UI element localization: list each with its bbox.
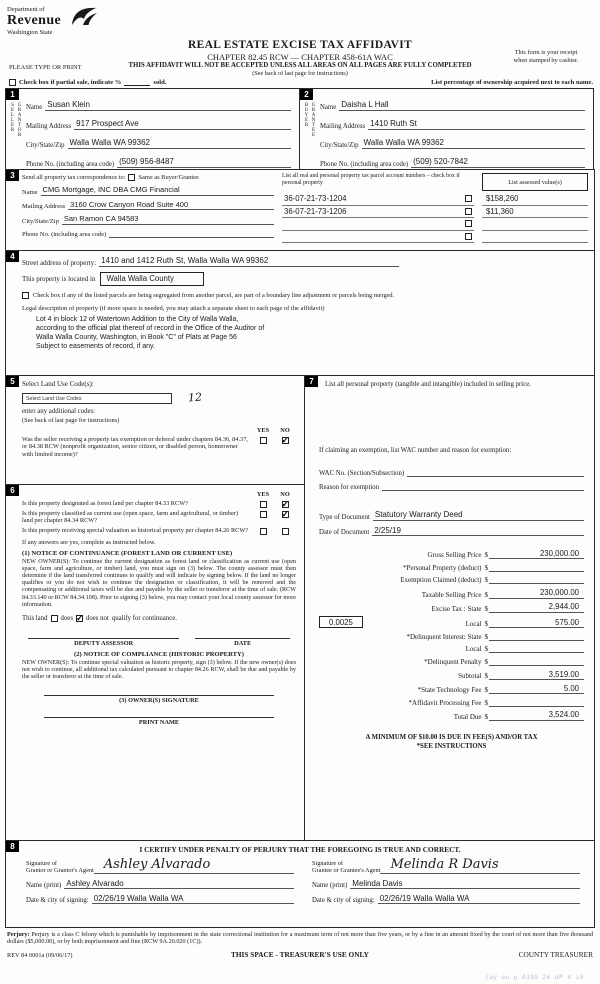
- local-tax-value: 575.00: [489, 618, 584, 629]
- corr-name-label: Name: [22, 188, 38, 196]
- seller-name-field: [26, 100, 291, 111]
- seller-phone-field: [26, 157, 291, 168]
- excise-tax-state-row: Excise Tax : State $ 2,944.00: [319, 602, 584, 613]
- certification-section: [5, 840, 595, 928]
- legal-description-text: [36, 315, 586, 351]
- county-treasurer-label: COUNTY TREASURER: [518, 949, 593, 959]
- grantor-sig-label-1: Signature of: [26, 860, 57, 867]
- dollar-sign: $: [484, 645, 488, 654]
- receipt-note-line2: when stamped by cashier.: [513, 56, 579, 64]
- delinquent-penalty-value: [489, 657, 584, 666]
- grantee-date-city-field: [312, 894, 580, 905]
- street-address-value: 1410 and 1412 Ruth St, Walla Walla WA 99362: [99, 256, 399, 267]
- footer-row: [5, 950, 595, 959]
- reason-field: [319, 482, 584, 491]
- grantee-signature-block: [300, 857, 586, 904]
- forest-land-question-text: Is this property designated as forest land per chapter 84.33 RCW?: [22, 500, 188, 507]
- wac-field: [319, 468, 584, 477]
- parcel-number: 36-07-21-73-1204: [284, 194, 347, 204]
- corr-phone-field: [22, 229, 274, 238]
- form-number: REV 84 0001a (09/06/17): [7, 951, 73, 959]
- seller-name-label: Name: [26, 103, 43, 111]
- see-back-note-5: (See back of last page for instructions): [22, 417, 120, 424]
- dollar-sign: $: [484, 686, 488, 695]
- buyer-word: BUYER: [304, 103, 309, 128]
- personal-property-checkbox-4[interactable]: [465, 233, 472, 240]
- section-8-badge: 8: [6, 841, 19, 852]
- document-type-field: [319, 510, 584, 521]
- personal-property-deduct-value: [489, 563, 584, 572]
- seller-mailing-label: Mailing Address: [26, 122, 72, 130]
- affidavit-processing-fee-value: [489, 698, 584, 707]
- exemption-claimed-value: [489, 575, 584, 584]
- money-rows: [319, 545, 584, 721]
- yes-label: YES: [256, 427, 270, 434]
- exemption-claimed-row: Exemption Claimed (deduct) $: [319, 575, 584, 584]
- assessed-value: $158,260: [482, 193, 588, 206]
- deputy-assessor-line[interactable]: DEPUTY ASSESSOR: [28, 638, 179, 647]
- s5-yes-checkbox[interactable]: [260, 437, 267, 444]
- s6-q3-no-checkbox[interactable]: [282, 528, 289, 535]
- same-as-label: Same as Buyer/Grantee: [138, 174, 199, 181]
- buyer-csz-label: City/State/Zip: [320, 141, 359, 149]
- grantee-word: GRANTEE: [311, 103, 316, 138]
- section-4-badge: 4: [6, 251, 19, 262]
- buyer-side-label: [303, 103, 316, 138]
- buyer-name-value: Daisha L Hall: [339, 100, 585, 111]
- notice-continuance-body: NEW OWNER(S): To continue the current designation as forest land or classification as current use (open space, farm and agriculture, or timber) land, you must sign on (3) below. The county assessor must then determine if the land transferred continues to qualify and will indicate by signing below. If the land no longer qualifies or you do not wish to continue the designation or classification, it will be removed and the compensating or additional taxes will be due and payable by the seller or transferor at the time of sale. (RCW 84.33.140 or RCW 84.34.108). Prior to signing (3) below, you may contact your local county assessor for more information.: [22, 558, 296, 608]
- dept-of-label: Department of: [7, 6, 45, 13]
- please-type-label: PLEASE TYPE OR PRINT: [9, 64, 82, 71]
- grantor-date-city-label: Date & city of signing:: [26, 897, 89, 904]
- s6-q3-yes-checkbox[interactable]: [260, 528, 267, 535]
- partial-sale-row: [9, 79, 593, 86]
- perjury-bold: Perjury:: [7, 931, 30, 938]
- excise-tax-state-value: 2,944.00: [489, 602, 584, 613]
- seller-side-label: [9, 103, 22, 138]
- state-technology-fee-value: 5.00: [489, 684, 584, 695]
- land-use-code-value: 12: [187, 390, 203, 405]
- yes-label: YES: [256, 491, 270, 498]
- state-technology-fee-row: *State Technology Fee $ 5.00: [319, 684, 584, 695]
- treasurer-space-label: THIS SPACE - TREASURER'S USE ONLY: [231, 949, 369, 959]
- corr-csz-label: City/State/Zip: [22, 217, 59, 225]
- s6-q1-yes-checkbox[interactable]: [260, 501, 267, 508]
- document-date-value: 2/25/19: [372, 526, 584, 537]
- subtotal-value: 3,519.00: [489, 670, 584, 681]
- notice-compliance-body: NEW OWNER(S): To continue special valuation as historic property, sign (3) below. If the new owner(s) does not wish to continue, all additional tax calculated pursuant to chapter 84.26 RCW, shall be due and payable by the seller or transferor at the time of sale.: [22, 660, 296, 681]
- s6-q1-no-checkbox[interactable]: [282, 501, 289, 508]
- seller-word: SELLER: [10, 103, 15, 133]
- total-due-row: Total Due $ 3,524.00: [319, 710, 584, 721]
- dollar-sign: $: [484, 590, 488, 599]
- segregated-row: [22, 292, 586, 299]
- delinquent-interest-state-row: *Delinquent Interest: State $: [319, 632, 584, 641]
- s6-q2-no-checkbox[interactable]: [282, 511, 289, 518]
- delinquent-interest-local-value: [489, 644, 584, 653]
- s6-q2-yes-checkbox[interactable]: [260, 511, 267, 518]
- grantee-print-name-label: Name (print): [312, 882, 348, 889]
- document-date-label: Date of Document: [319, 529, 370, 537]
- section-2-badge: 2: [300, 89, 313, 100]
- parcel-row: [282, 231, 474, 244]
- notice-compliance-title: (2) NOTICE OF COMPLIANCE (HISTORIC PROPERTY): [74, 651, 244, 659]
- see-back-note: (See back of last page for instructions): [252, 70, 348, 77]
- corr-mailing-field: [22, 200, 274, 211]
- dollar-sign: $: [484, 658, 488, 667]
- send-to-label: Send all property tax correspondence to:: [22, 174, 126, 181]
- correspondence-section: [5, 169, 595, 251]
- yes-no-header-6: [22, 491, 296, 498]
- corr-name-value: CMG Mortgage, INC DBA CMG Financial: [41, 185, 274, 196]
- historic-property-question-text: Is this property receiving special valuation as historical property per chapter 84.26 RCW?: [22, 526, 249, 534]
- washington-state-label: Washington State: [7, 29, 53, 36]
- corr-mailing-value: 3160 Crow Canyon Road Suite 400: [68, 200, 274, 211]
- buyer-mailing-field: [320, 119, 585, 130]
- delinquent-interest-state-value: [489, 632, 584, 641]
- dollar-sign: $: [484, 563, 488, 572]
- land-use-dropdown-text: Select Land Use Codes: [26, 395, 82, 402]
- personal-property-checkbox-2[interactable]: [465, 208, 472, 215]
- seller-phone-value: (509) 956-8487: [117, 157, 291, 168]
- reason-value[interactable]: [382, 482, 584, 491]
- this-land-label: This land: [22, 615, 48, 623]
- grantee-date-city-value: 02/26/19 Walla Walla WA: [378, 894, 580, 905]
- print-name-line[interactable]: PRINT NAME: [44, 717, 274, 726]
- document-type-label: Type of Document: [319, 513, 370, 521]
- buyer-name-field: [320, 100, 585, 111]
- partial-sale-label: Check box if partial sale, indicate %: [19, 79, 122, 86]
- legal-line-2: according to the official plat thereof of record in the Office of the Auditor of: [36, 324, 265, 332]
- seller-mailing-value: 917 Prospect Ave: [74, 119, 291, 130]
- qualify-label: qualify for continuance.: [111, 615, 177, 623]
- street-address-label: Street address of property:: [22, 258, 97, 267]
- total-due-value: 3,524.00: [489, 710, 584, 721]
- corr-mailing-label: Mailing Address: [22, 203, 66, 210]
- seller-mailing-field: [26, 119, 291, 130]
- exemption-question-text: Was the seller receiving a property tax exemption or deferral under chapters 84.36, 84.37, or 84.38 RCW (nonprofit organization, senior citizen, or disabled person, homeowner with limited income)?: [22, 436, 248, 458]
- reason-label: Reason for exemption: [319, 484, 380, 492]
- grantor-signature-block: [14, 857, 300, 904]
- certify-statement: I CERTIFY UNDER PENALTY OF PERJURY THAT THE FOREGOING IS TRUE AND CORRECT.: [139, 845, 461, 854]
- buyer-section: [299, 88, 594, 170]
- personal-property-deduct-row: *Personal Property (deduct) $: [319, 563, 584, 572]
- buyer-phone-value: (509) 520-7842: [411, 157, 585, 168]
- s5-no-checkbox[interactable]: [282, 437, 289, 444]
- grantee-print-name-value: Melinda Davis: [350, 879, 580, 890]
- grantee-sig-label-2: Grantee or Grantee's Agent: [312, 867, 381, 874]
- parcel-row: [282, 218, 474, 231]
- if-yes-note: If any answers are yes, complete as instructed below.: [22, 538, 156, 546]
- parcel-row: [282, 206, 474, 219]
- current-use-question-text: Is this property classified as current use (open space, farm and agricultural, or timber) land per chapter 84.34 RCW?: [22, 510, 238, 525]
- buyer-mailing-label: Mailing Address: [320, 122, 366, 130]
- section-6-badge: 6: [6, 485, 19, 496]
- corr-name-field: [22, 185, 274, 196]
- segregated-label: Check box if any of the listed parcels are being segregated from another parcel, are part of a boundary line adjustment or parcels being merged.: [33, 291, 395, 299]
- assessed-values-list: [482, 193, 588, 243]
- corr-phone-value: [109, 229, 274, 238]
- revenue-label: Revenue: [7, 13, 62, 28]
- does-label: does: [60, 615, 73, 623]
- personal-property-checkbox-3[interactable]: [465, 220, 472, 227]
- owner-signature-line[interactable]: (3) OWNER(S) SIGNATURE: [44, 695, 274, 704]
- grantor-date-city-value: 02/26/19 Walla Walla WA: [92, 894, 294, 905]
- grantor-print-name-value: Ashley Alvarado: [64, 879, 294, 890]
- perjury-text: Perjury is a class C felony which is punishable by imprisonment in the state correctional institution for a maximum term of not more than five years, or by a fine in an amount fixed by the court of not more than five thousand dollars ($5,000.00), or by both imprisonment and fine (RCW 9A.20.020 (1C)).: [7, 931, 593, 946]
- dor-flag-icon: [69, 4, 99, 28]
- delinquent-interest-local-row: Local $: [319, 644, 584, 653]
- partial-sale-percent-blank[interactable]: [124, 79, 150, 86]
- classification-section: [5, 484, 305, 841]
- corr-phone-label: Phone No. (including area code): [22, 230, 107, 238]
- assessed-value: [482, 231, 588, 244]
- assessor-date-line[interactable]: DATE: [195, 638, 290, 647]
- local-rate-box: 0.0025: [319, 616, 363, 628]
- mid-columns: [5, 375, 595, 841]
- parcel-area: [282, 172, 588, 248]
- seller-name-value: Susan Klein: [45, 100, 291, 111]
- assessed-values-header: List assessed value(s): [482, 173, 588, 191]
- grantee-sig-label-1: Signature of: [312, 860, 343, 867]
- not-accepted-warning: THIS AFFIDAVIT WILL NOT BE ACCEPTED UNLESS ALL AREAS ON ALL PAGES ARE FULLY COMPLETED: [128, 62, 472, 69]
- personal-property-checkbox-1[interactable]: [465, 195, 472, 202]
- historic-property-question: [22, 527, 296, 535]
- grantor-print-name-label: Name (print): [26, 882, 62, 889]
- form-title: REAL ESTATE EXCISE TAX AFFIDAVIT: [188, 39, 412, 51]
- receipt-note-line1: This form is your receipt: [514, 49, 578, 56]
- section-7-badge: 7: [305, 376, 318, 387]
- buyer-csz-field: [320, 138, 585, 149]
- does-not-checkbox[interactable]: [76, 615, 83, 622]
- parties-row: [5, 88, 595, 170]
- no-label: NO: [280, 427, 290, 434]
- taxable-selling-price-row: Taxable Selling Price $ 230,000.00: [319, 588, 584, 599]
- buyer-csz-value: Walla Walla WA 99362: [362, 138, 585, 149]
- assessed-value: [482, 218, 588, 231]
- exemption-question-row: [22, 436, 296, 458]
- dollar-sign: $: [484, 620, 488, 629]
- land-use-section: [5, 375, 305, 485]
- gross-selling-price-value: 230,000.00: [489, 549, 584, 560]
- subtotal-row: Subtotal $ 3,519.00: [319, 670, 584, 681]
- grantor-word: GRANTOR: [17, 103, 22, 138]
- form-header: [5, 4, 595, 88]
- section-1-badge: 1: [6, 89, 19, 100]
- see-instructions-note: *SEE INSTRUCTIONS: [416, 742, 487, 750]
- dollar-sign: $: [484, 576, 488, 585]
- grantor-signature: Ashley Alvarado: [94, 857, 294, 874]
- dollar-sign: $: [484, 672, 488, 681]
- tax-computation-section: [304, 375, 595, 841]
- forest-land-question: [22, 500, 296, 508]
- owner-signature-area: [44, 695, 274, 726]
- buyer-name-label: Name: [320, 103, 337, 111]
- buyer-phone-label: Phone No. (including area code): [320, 160, 409, 168]
- wac-label: WAC No. (Section/Subsection): [319, 470, 405, 478]
- seller-csz-field: [26, 138, 291, 149]
- personal-property-label: List all personal property (tangible and intangible) included in selling price.: [325, 381, 531, 388]
- local-tax-row: 0.0025 Local $ 575.00: [319, 616, 584, 628]
- seller-csz-value: Walla Walla WA 99362: [68, 138, 291, 149]
- sold-label: sold.: [153, 79, 167, 86]
- seller-csz-label: City/State/Zip: [26, 141, 65, 149]
- dollar-sign: $: [484, 698, 488, 707]
- additional-codes-label: enter any additional codes:: [22, 408, 96, 415]
- corr-csz-field: [22, 214, 274, 225]
- corr-csz-value: San Ramon CA 94583: [62, 214, 274, 225]
- grantor-date-city-field: [26, 894, 294, 905]
- legal-line-4: Subject to easements of record, if any.: [36, 342, 155, 350]
- dollar-sign: $: [484, 632, 488, 641]
- segregated-checkbox[interactable]: [22, 292, 29, 299]
- assessed-value: $11,360: [482, 206, 588, 219]
- section-3-badge: 3: [6, 170, 19, 181]
- current-use-question: [22, 510, 296, 525]
- buyer-phone-field: [320, 157, 585, 168]
- county-field: [22, 272, 586, 286]
- notice-continuance-title: (1) NOTICE OF CONTINUANCE (FOREST LAND OR CURRENT USE): [22, 549, 233, 557]
- document-type-value: Statutory Warranty Deed: [373, 510, 584, 521]
- dor-logo: [7, 6, 61, 36]
- section-5-badge: 5: [6, 376, 19, 387]
- land-qualify-row: [22, 615, 296, 622]
- document-date-field: [319, 526, 584, 537]
- grantee-signature: Melinda R Davis: [380, 857, 580, 874]
- taxable-selling-price-value: 230,000.00: [489, 588, 584, 599]
- grantee-date-city-label: Date & city of signing:: [312, 897, 375, 904]
- does-not-label: does not: [85, 615, 109, 623]
- grantor-sig-label-2: Grantor or Grantor's Agent: [26, 867, 94, 874]
- perjury-statement: [5, 931, 595, 946]
- send-correspondence-row: [22, 174, 274, 181]
- legal-description-label: Legal description of property (if more space is needed, you may attach a separate sheet to each page of the affidavit): [22, 304, 325, 312]
- dollar-sign: $: [484, 551, 488, 560]
- seller-section: [5, 88, 300, 170]
- same-as-buyer-checkbox[interactable]: [128, 174, 135, 181]
- dollar-sign: $: [484, 604, 488, 613]
- parcel-list-header: List all real and personal property tax parcel account numbers – check box if personal property: [282, 173, 460, 186]
- parcel-number: 36-07-21-73-1206: [284, 206, 347, 216]
- legal-line-1: Lot 4 in block 12 of Watertown Addition to the City of Walla Walla,: [36, 315, 239, 323]
- located-in-label: This property is located in: [22, 274, 96, 283]
- land-use-dropdown[interactable]: [22, 393, 172, 404]
- exemption-claim-label: If claiming an exemption, list WAC number and reason for exemption:: [319, 447, 512, 455]
- street-address-field: [22, 256, 586, 267]
- parcel-row: [282, 193, 474, 206]
- select-land-use-label: Select Land Use Code(s):: [22, 380, 94, 388]
- delinquent-penalty-row: *Delinquent Penalty $: [319, 657, 584, 666]
- does-checkbox[interactable]: [51, 615, 58, 622]
- assessor-signature-row: [22, 638, 296, 647]
- form-chapter: CHAPTER 82.45 RCW — CHAPTER 458-61A WAC: [207, 52, 393, 62]
- gross-selling-price-row: Gross Selling Price $ 230,000.00: [319, 549, 584, 560]
- parcel-list: [282, 193, 474, 243]
- buyer-mailing-value: 1410 Ruth St: [368, 119, 585, 130]
- no-label: NO: [280, 491, 290, 498]
- seller-phone-label: Phone No. (including area code): [26, 160, 115, 168]
- yes-no-header-5: [22, 427, 296, 434]
- grantor-print-name-field: [26, 879, 294, 890]
- ownership-note: List percentage of ownership acquired next to each name.: [431, 79, 593, 86]
- affidavit-processing-fee-row: *Affidavit Processing Fee $: [319, 698, 584, 707]
- grantee-print-name-field: [312, 879, 580, 890]
- dollar-sign: $: [484, 712, 488, 721]
- minimum-due-note: A MINIMUM OF $10.00 IS DUE IN FEE(S) AND/OR TAX: [365, 733, 538, 741]
- faint-stamp: jay ou p 0105 26 dP 4 i0: [484, 974, 585, 981]
- county-select[interactable]: Walla Walla County: [100, 272, 204, 286]
- property-location-section: [5, 250, 595, 376]
- correspondence-fields: [22, 172, 274, 248]
- wac-value[interactable]: [407, 468, 584, 477]
- partial-sale-checkbox[interactable]: [9, 79, 16, 86]
- legal-line-3: Walla Walla County, Washington, in Book "C" of Plats at Page 56: [36, 333, 237, 341]
